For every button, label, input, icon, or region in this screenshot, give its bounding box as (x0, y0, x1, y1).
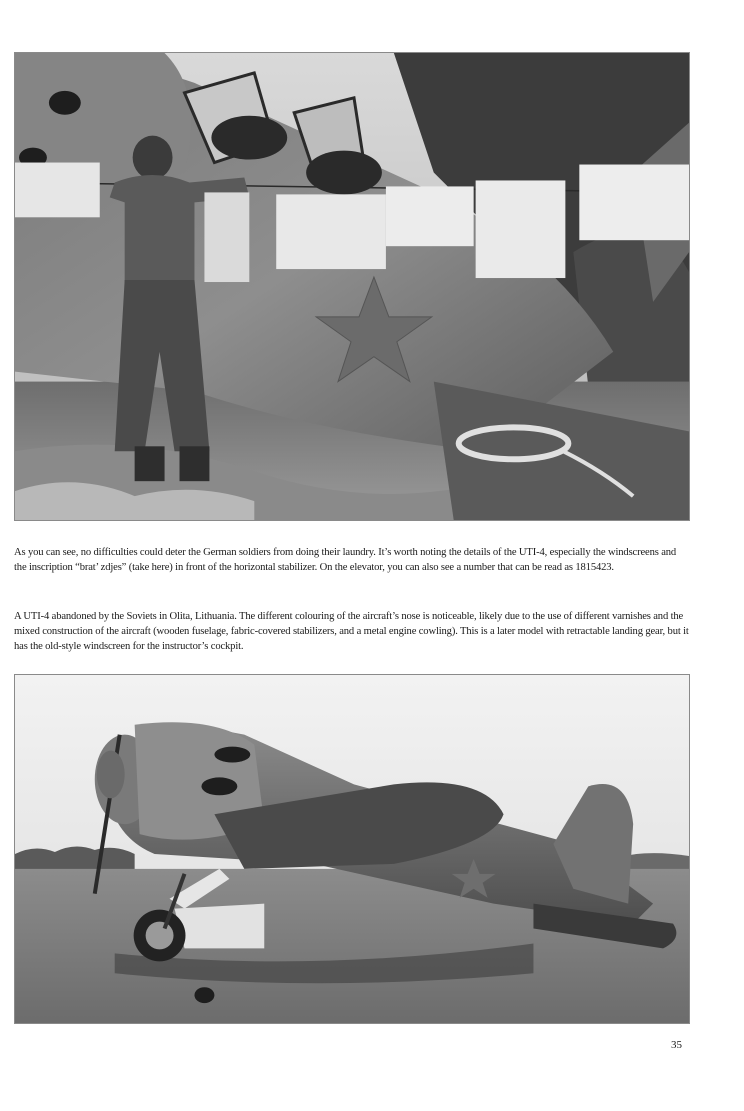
photo-uti4-olita (14, 674, 690, 1024)
page-number: 35 (671, 1039, 682, 1051)
photo-uti4-olita-image (15, 675, 689, 1023)
photo-soldier-laundry-image (15, 53, 689, 520)
caption-soldier-laundry: As you can see, no difficulties could deter the German soldiers from doing their laundry. It’s worth noting the details of the UTI-4, especially the windscreens and the inscription “brat’ zdjes” (take here) in front of the horizontal stabilizer. On the elevator, you can also see a number that can be read as 1815423. (14, 547, 677, 573)
caption-uti4-olita: A UTI-4 abandoned by the Soviets in Olita, Lithuania. The different colouring of the aircraft’s nose is noticeable, likely due to the use of different varnishes and the mixed construction of the aircraft (wooden fuselage, fabric-covered stabilizers, and a metal engine cowling). This is a later model with retractable landing gear, but it has the old-style windscreen for the instructor’s cockpit. (14, 611, 689, 652)
photo-soldier-laundry (14, 52, 690, 521)
